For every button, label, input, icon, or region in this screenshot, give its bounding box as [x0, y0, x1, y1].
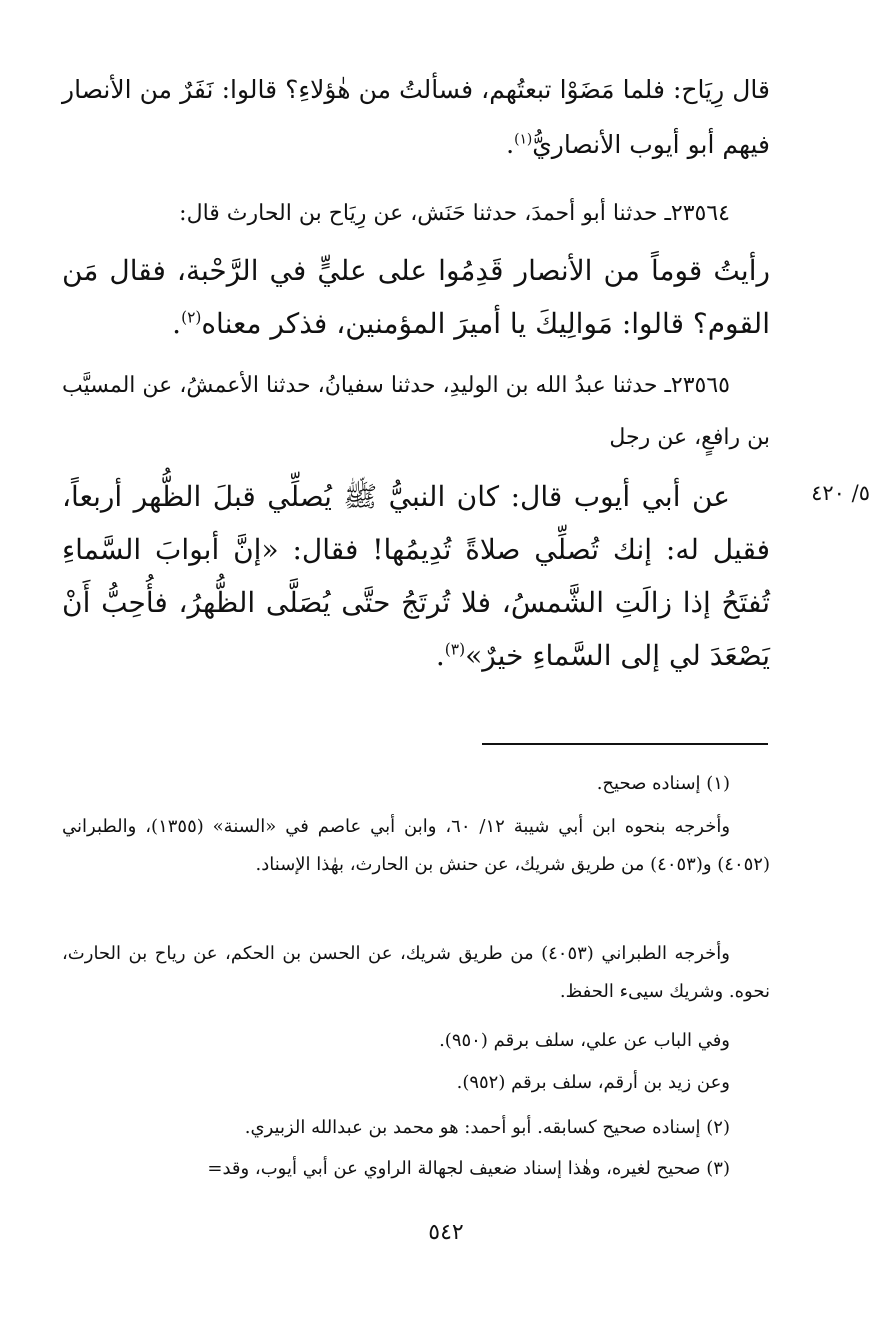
period: .: [506, 130, 515, 159]
margin-volume-page-ref: ٥/ ٤٢٠: [811, 481, 870, 505]
page-number: ٥٤٢: [428, 1220, 464, 1245]
hadith-23565-text: [62, 470, 770, 682]
paragraph-continuation: [62, 62, 770, 172]
footnote-3: (٣) صحيح لغيره، وهٰذا إسناد ضعيف لجهالة الراوي عن أبي أيوب، وقد=: [207, 1158, 730, 1179]
paragraph-text: قال رِيَاح: فلما مَضَوْا تبعتُهم، فسألتُ من هٰؤلاءِ؟ قالوا: نَفَرٌ من الأنصار فيهم أبو أيوب الأنصاريُّ: [62, 75, 770, 159]
footnote-1-bab: وفي الباب عن علي، سلف برقم (٩٥٠).: [439, 1030, 730, 1051]
footnote-1-zayd: وعن زيد بن أرقم، سلف برقم (٩٥٢).: [456, 1072, 730, 1093]
hadith-text: رأيتُ قوماً من الأنصار قَدِمُوا على عليٍّ في الرَّحْبة، فقال مَن القوم؟ قالوا: مَوالِيكَ يا أميرَ المؤمنين، فذكر معناه: [62, 254, 770, 340]
footnote-ref-2: (٢): [181, 308, 202, 327]
hadith-23564-chain: ٢٣٥٦٤ـ حدثنا أبو أحمدَ، حدثنا حَنَش، عن رِيَاح بن الحارث قال:: [179, 201, 730, 226]
footnote-1-takhrij-2: وأخرجه الطبراني (٤٠٥٣) من طريق شريك، عن الحسن بن الحكم، عن رياح بن الحارث، نحوه. وشريك سيىء الحفظ.: [62, 943, 770, 1002]
footnote-separator: [482, 743, 768, 745]
footnote-1-takhrij: وأخرجه بنحوه ابن أبي شيبة ١٢/ ٦٠، وابن أبي عاصم في «السنة» (١٣٥٥)، والطبراني (٤٠٥٢) و(٤٠٥٣) من طريق شريك، عن حنش بن الحارث، بهٰذا الإسناد.: [62, 816, 770, 875]
hadith-23565-chain: ٢٣٥٦٥ـ حدثنا عبدُ الله بن الوليدِ، حدثنا سفيانُ، حدثنا الأعمشُ، عن المسيَّب بن رافعٍ، عن رجل: [62, 373, 770, 450]
period: .: [172, 307, 182, 340]
hadith-23564-text: [62, 244, 770, 350]
footnote-ref-1: (١): [514, 131, 533, 148]
footnote-ref-3: (٣): [444, 640, 466, 659]
footnote-2: (٢) إسناده صحيح كسابقه. أبو أحمد: هو محمد بن عبدالله الزبيري.: [244, 1117, 730, 1138]
period: .: [435, 639, 445, 672]
footnote-1: (١) إسناده صحيح.: [596, 773, 730, 794]
hadith-text: عن أبي أيوب قال: كان النبيُّ ﷺ يُصلِّي قبلَ الظُّهر أربعاً، فقيل له: إنك تُصلِّي صلاةً تُدِيمُها! فقال: «إنَّ أبوابَ السَّماءِ تُفتَحُ إذا زالَتِ الشَّمسُ، فلا تُرتَجُ حتَّى يُصَلَّى الظُّهرُ، فأُحِبُّ أَنْ يَصْعَدَ لي إلى السَّماءِ خيرٌ»: [62, 480, 770, 672]
